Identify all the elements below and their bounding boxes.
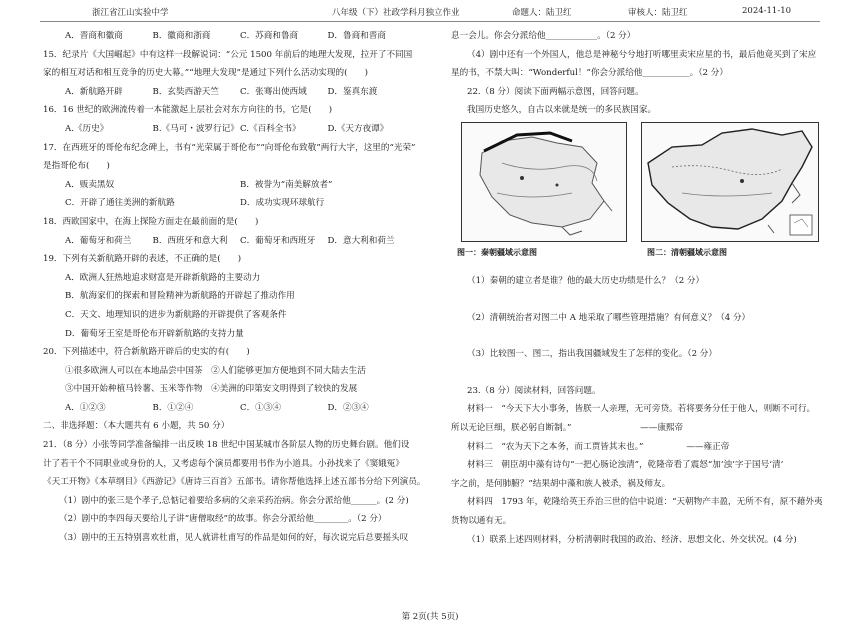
q14-option-b: B．徽商和浙商 <box>152 31 211 41</box>
q20-options <box>43 399 415 418</box>
right-column <box>451 27 823 549</box>
q18-options <box>43 232 415 251</box>
material-1-line-1: 材料一 “今天下大小事务，皆朕一人亲理，无可旁贷。若将要务分任于他人，则断不可行。 <box>467 404 816 415</box>
q18-option-a: A．葡萄牙和荷兰 <box>65 235 132 246</box>
q21-cont-1: 息一会儿。你会分派给他____________。（2 分） <box>451 31 636 41</box>
qin-map-drawing <box>462 123 626 241</box>
q20-option-d: D．②③④ <box>327 402 369 413</box>
section-2-heading: 二、非选择题：（本大题共有 6 小题，共 50 分） <box>43 421 230 432</box>
q20-text: 20．下列描述中，符合新航路开辟后的史实的有( ) <box>43 347 250 358</box>
q21-sub-1: （1）剧中的张三是个孝子,总惦记着要给多病的父亲采药治病。你会分派给他______。(2 分) <box>59 495 409 506</box>
exam-reviewer: 审核人：陆卫红 <box>628 8 688 18</box>
q21-cont-3: 星的书，不禁大叫：“Wonderful！”你会分派给他___________。（2 分） <box>451 68 728 79</box>
q19-option-a: A．欧洲人狂热地追求财富是开辟新航路的主要动力 <box>65 272 261 283</box>
q21-text-2: 计了若干个不同职业或身份的人，又考虑每个演员都要用书作为小道具。小孙找来了《窦娥冤》 <box>43 458 404 469</box>
page-number: 第 2页(共 5页) <box>401 612 459 622</box>
qin-map-caption: 图一：秦朝疆域示意图 <box>457 247 537 257</box>
qin-territory-map <box>461 122 627 242</box>
q14-option-d: D．鲁商和晋商 <box>327 31 386 41</box>
q17-option-a: A．贩卖黑奴 <box>65 179 115 190</box>
q17-options-ab <box>43 176 415 195</box>
q18-option-b: B．西班牙和意大利 <box>152 235 228 246</box>
q16-option-b: B.《马可・波罗行记》 <box>152 123 239 134</box>
q15-options <box>43 83 415 102</box>
q21-cont-2: （4）剧中还有一个外国人，他总是神秘兮兮地打听哪里卖宋应星的书，最后他竟买到了宋应 <box>467 49 817 60</box>
q19-text: 19．下列有关新航路开辟的表述，不正确的是( ) <box>43 254 242 265</box>
q15-option-d: D．鉴真东渡 <box>327 86 378 97</box>
q17-text-2: 是指哥伦布( ) <box>43 161 110 172</box>
q19-option-c: C．天文、地理知识的进步为新航路的开辟提供了客观条件 <box>65 309 287 320</box>
q22-sub-3: （3）比较图一、图二，指出我国疆域发生了怎样的变化。（2 分） <box>467 349 717 360</box>
q20-option-c: C．①③④ <box>240 402 281 413</box>
material-4-line-2: 货物以通有无。 <box>451 515 512 526</box>
q20-option-b: B．①②④ <box>152 402 194 413</box>
q22-sub-2: （2）清朝统治者对图二中 A 地采取了哪些管理措施？有何意义？（4 分） <box>467 312 751 323</box>
qing-map-drawing <box>642 123 818 241</box>
q19-option-b: B．航海家们的探索和冒险精神为新航路的开辟起了推动作用 <box>65 291 295 302</box>
q16-option-a: A.《历史》 <box>65 123 109 134</box>
exam-date: 2024-11-10 <box>742 6 792 16</box>
q21-sub-3: （3）剧中的王五特别喜欢杜甫，见人就讲杜甫写的作品是如何的好，每次说完后总要摇头叹 <box>59 533 409 544</box>
q23-heading: 23.（8 分）阅读材料，回答问题。 <box>467 385 601 396</box>
q22-sub-1: （1）秦朝的建立者是谁？他的最大历史功绩是什么？（2 分） <box>467 275 705 286</box>
q17-text-1: 17．在西班牙的哥伦布纪念碑上，书有“光荣属于哥伦布”“向哥伦布致敬”两行大字，这里的“光荣” <box>43 142 416 153</box>
q18-text: 18．西欧国家中，在海上探险方面走在最前面的是( ) <box>43 216 259 227</box>
q21-sub-2: （2）剧中的李四每天要给儿子讲“唐僧取经”的故事。你会分派给他________。（2 分） <box>59 514 387 525</box>
q16-text: 16．16 世纪的欧洲流传着一本能激起上层社会对东方向往的书，它是( ) <box>43 105 333 116</box>
q14-option-c: C．苏商和鲁商 <box>240 31 299 41</box>
header-divider <box>40 21 820 22</box>
exam-author: 命题人：陆卫红 <box>512 8 572 18</box>
q22-intro: 我国历史悠久，自古以来就是统一的多民族国家。 <box>467 105 657 116</box>
qing-territory-map <box>641 122 819 242</box>
q17-option-b: B．被誉为“南美解放者” <box>240 179 333 190</box>
q17-option-c: C．开辟了通往美洲的新航路 <box>65 198 175 209</box>
q15-option-c: C．张骞出使西域 <box>240 86 307 97</box>
q16-options <box>43 120 415 139</box>
q21-text-1: 21．（8 分）小张等同学准备编排一出反映 18 世纪中国某城市各阶层人物的历史舞台剧。他们设 <box>43 440 410 451</box>
material-2: 材料二 “农为天下之本务，而工贾皆其末也。” ——雍正帝 <box>467 441 730 452</box>
material-3-line-2: 字之前，是何肺腑？”结果胡中藻和族人被杀，祸及师友。 <box>451 478 671 489</box>
q18-option-d: D．意大利和荷兰 <box>327 235 395 246</box>
q20-option-a: A．①②③ <box>65 402 106 413</box>
q19-option-d: D．葡萄牙王室是哥伦布开辟新航路的支持力量 <box>65 328 244 339</box>
exam-title: 八年级（下）社政学科月独立作业 <box>332 8 460 18</box>
q20-items-1: ①很多欧洲人可以在本地品尝中国茶 ②人们能够更加方便地到不同大陆去生活 <box>65 365 366 376</box>
page-header <box>0 6 860 20</box>
q22-heading: 22.（8 分）阅读下面两幅示意图，回答问题。 <box>467 86 644 97</box>
map-figures <box>451 122 823 272</box>
q18-option-c: C．葡萄牙和西班牙 <box>240 235 316 246</box>
q15-text-1: 15．纪录片《大国崛起》中有这样一段解说词：“公元 1500 年前后的地理大发现，拉开了不同国 <box>43 49 413 60</box>
left-column <box>43 27 426 548</box>
material-3-line-1: 材料三 朝臣胡中藻有诗句“一把心肠论浊清”，乾隆帝看了震怒“加‘浊’字于国号‘清’ <box>467 460 784 471</box>
q15-text-2: 家的相互对话和相互竞争的历史大幕。”“地理大发现”是通过下列什么活动实现的( ) <box>43 68 368 79</box>
q17-option-d: D．成功实现环球航行 <box>240 198 325 209</box>
material-4-line-1: 材料四 1793 年，乾隆给英王乔治三世的信中说道：“天朝物产丰盈，无所不有，原不藉外夷 <box>467 497 823 508</box>
material-1-line-2: 所以无论巨细，朕必躬自断制。” ——康熙帝 <box>451 422 684 433</box>
q17-options-cd <box>43 194 415 213</box>
q23-sub-1: （1）联系上述四则材料，分析清朝时我国的政治、经济、思想文化、外交状况。(4 分) <box>467 534 797 545</box>
qing-map-caption: 图二：清朝疆域示意图 <box>647 247 727 257</box>
q15-option-b: B．玄奘西游天竺 <box>152 86 219 97</box>
q14-option-a: A．晋商和徽商 <box>65 31 123 41</box>
q16-option-d: D.《天方夜谭》 <box>327 123 389 134</box>
q14-options <box>43 27 415 46</box>
q20-items-2: ③中国开始种植马铃薯、玉米等作物 ④美洲的印第安文明得到了较快的发展 <box>65 384 358 395</box>
q15-option-a: A．新航路开辟 <box>65 86 123 97</box>
q21-text-3: 《天工开物》《本草纲目》《西游记》《唐诗三百首》五部书。请你帮他选择上述五部书分给下列演员。 <box>43 477 426 488</box>
school-name: 浙江省江山实验中学 <box>92 8 169 18</box>
q16-option-c: C.《百科全书》 <box>240 123 301 134</box>
